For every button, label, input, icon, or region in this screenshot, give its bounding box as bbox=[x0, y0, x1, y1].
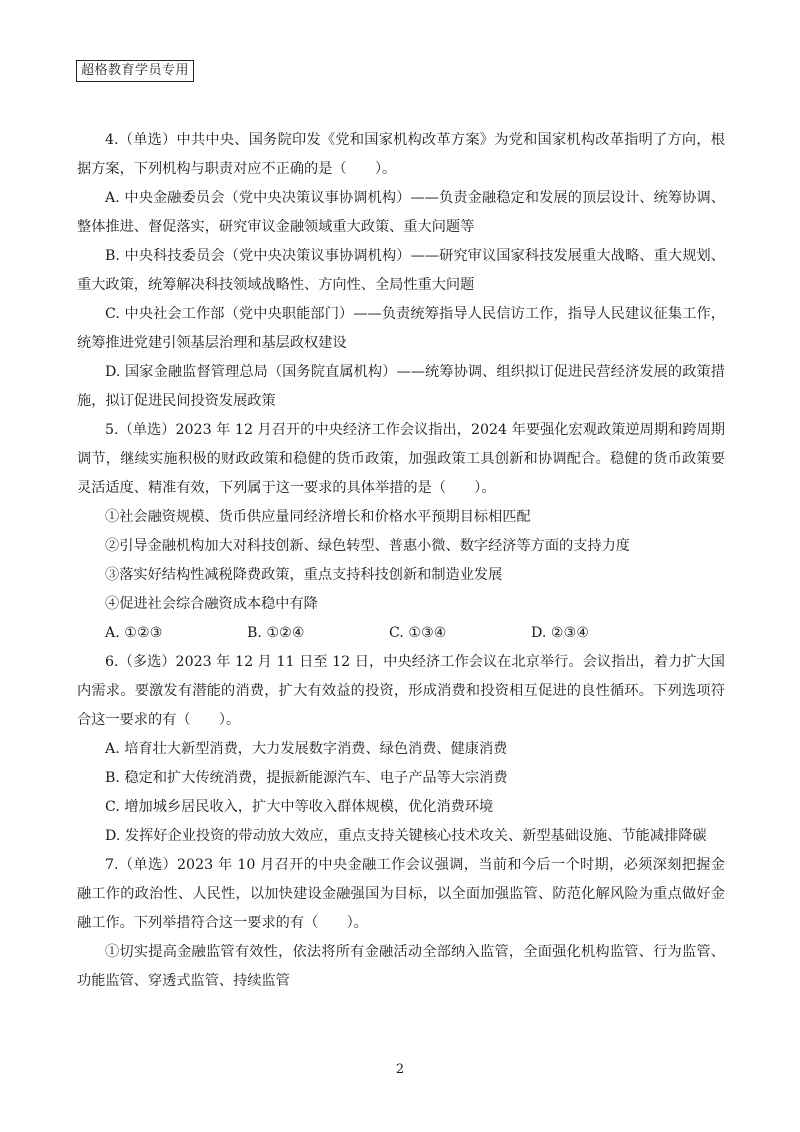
question-6-option-b: B. 稳定和扩大传统消费，提振新能源汽车、电子产品等大宗消费 bbox=[105, 770, 508, 786]
page-number: 2 bbox=[395, 1062, 405, 1077]
question-6-option-a: A. 培育壮大新型消费，大力发展数字消费、绿色消费、健康消费 bbox=[105, 741, 508, 757]
question-5-option-a: A. ①②③ bbox=[105, 625, 163, 641]
question-5-statement-3: ③落实好结构性减税降费政策，重点支持科技创新和制造业发展 bbox=[105, 567, 503, 583]
question-7-statement-1: ①切实提高金融监管有效性，依法将所有金融活动全部纳入监管，全面强化机构监管、行为监管、功能监管、穿透式监管、持续监管 bbox=[77, 944, 725, 989]
watermark-label: 超格教育学员专用 bbox=[76, 60, 194, 82]
question-6-option-d: D. 发挥好企业投资的带动放大效应，重点支持关键核心技术攻关、新型基础设施、节能减排降碳 bbox=[105, 828, 707, 844]
question-4-option-c: C. 中央社会工作部（党中央职能部门）——负责统筹指导人民信访工作，指导人民建议征集工作，统筹推进党建引领基层治理和基层政权建设 bbox=[77, 306, 725, 351]
question-4-option-a: A. 中央金融委员会（党中央决策议事协调机构）——负责金融稳定和发展的顶层设计、统筹协调、整体推进、督促落实，研究审议金融领域重大政策、重大问题等 bbox=[77, 190, 725, 235]
question-5-option-c: C. ①③④ bbox=[389, 625, 447, 641]
question-6-option-c: C. 增加城乡居民收入，扩大中等收入群体规模，优化消费环境 bbox=[105, 799, 494, 815]
question-4-option-b: B. 中央科技委员会（党中央决策议事协调机构）——研究审议国家科技发展重大战略、重大规划、重大政策，统筹解决科技领域战略性、方向性、全局性重大问题 bbox=[77, 248, 725, 293]
question-6-stem: 6.（多选）2023 年 12 月 11 日至 12 日，中央经济工作会议在北京举行。会议指出，着力扩大国内需求。要激发有潜能的消费，扩大有效益的投资，形成消费和投资相互促进的良性循环。下列选项符合这一要求的有（ ）。 bbox=[77, 654, 725, 728]
question-4-option-d: D. 国家金融监督管理总局（国务院直属机构）——统筹协调、组织拟订促进民营经济发展的政策措施，拟订促进民间投资发展政策 bbox=[77, 364, 725, 409]
question-5-option-b: B. ①②④ bbox=[247, 625, 305, 641]
question-5-statement-4: ④促进社会综合融资成本稳中有降 bbox=[105, 596, 318, 612]
question-5-statement-1: ①社会融资规模、货币供应量同经济增长和价格水平预期目标相匹配 bbox=[105, 509, 531, 525]
question-4-stem: 4.（单选）中共中央、国务院印发《党和国家机构改革方案》为党和国家机构改革指明了方向，根据方案，下列机构与职责对应不正确的是（ ）。 bbox=[77, 132, 725, 177]
question-5-statement-2: ②引导金融机构加大对科技创新、绿色转型、普惠小微、数字经济等方面的支持力度 bbox=[105, 538, 630, 554]
question-5-option-d: D. ②③④ bbox=[531, 625, 590, 641]
document-body bbox=[77, 126, 725, 996]
question-7-stem: 7.（单选）2023 年 10 月召开的中央金融工作会议强调，当前和今后一个时期，必须深刻把握金融工作的政治性、人民性，以加快建设金融强国为目标，以全面加强监管、防范化解风险为重点做好金融工作。下列举措符合这一要求的有（ ）。 bbox=[77, 857, 725, 931]
question-5-stem: 5.（单选）2023 年 12 月召开的中央经济工作会议指出，2024 年要强化宏观政策逆周期和跨周期调节，继续实施积极的财政政策和稳健的货币政策，加强政策工具创新和协调配合。稳健的货币政策要灵活适度、精准有效，下列属于这一要求的具体举措的是（ ）。 bbox=[77, 422, 725, 496]
question-5-options bbox=[77, 619, 725, 648]
